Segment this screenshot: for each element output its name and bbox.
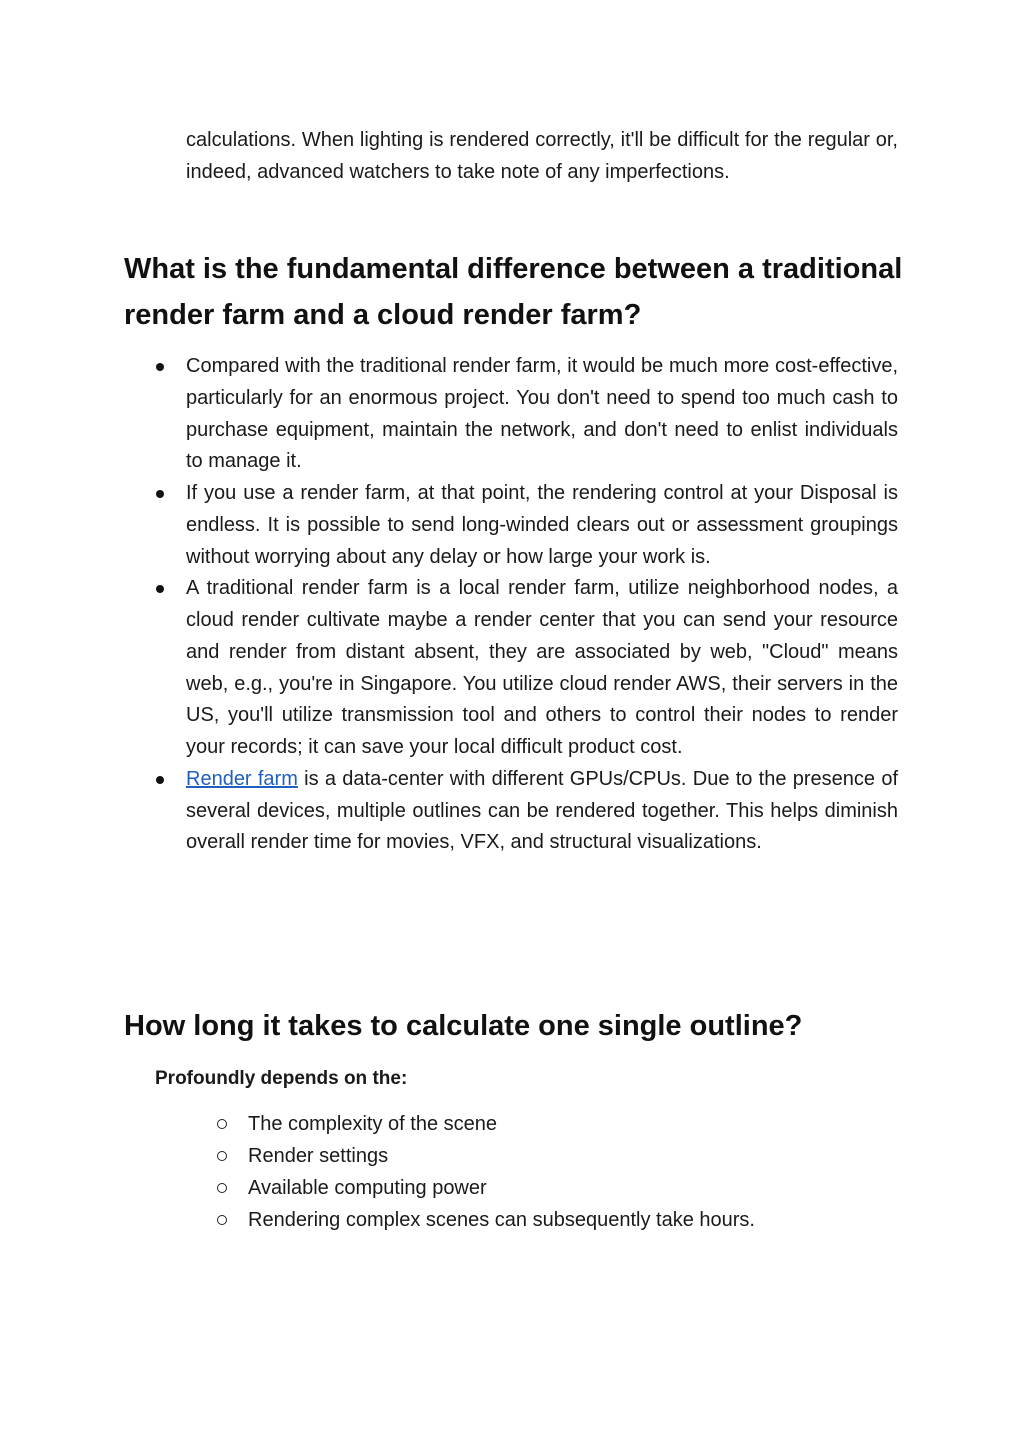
bullet-text: is a data-center with different GPUs/CPUs. Due to the presence of several devices, multiple outlines can be rendered together. This helps diminish overall render time for movies, VFX, and structural visualizations. xyxy=(186,767,899,854)
subheading-depends: Profoundly depends on the: xyxy=(155,1068,408,1089)
bullet-text: If you use a render farm, at that point, the rendering control at your Disposal is endless. It is possible to send long-winded clears out or assessment groupings without worrying about any delay or how large your work is. xyxy=(186,482,898,568)
factor-text: Render settings xyxy=(248,1145,389,1167)
factor-text: Rendering complex scenes can subsequently take hours. xyxy=(248,1209,755,1231)
bullet-text: Compared with the traditional render farm, it would be much more cost-effective, particularly for an enormous project. You don't need to spend too much cash to purchase equipment, maintain the network, and don't need to enlist individuals to manage it. xyxy=(186,355,898,473)
bullet-text: A traditional render farm is a local render farm, utilize neighborhood nodes, a cloud render cultivate maybe a render center that you can send your resource and render from distant absent, they are associated by web, "Cloud" means web, e.g., you're in Singapore. You utilize cloud render AWS, their servers in the US, you'll utilize transmission tool and others to control their nodes to render your records; it can save your local difficult product cost. xyxy=(186,577,898,758)
section-heading-outline-time: How long it takes to calculate one single outline? xyxy=(124,1010,803,1042)
section-heading-difference: What is the fundamental difference between a traditional render farm and a cloud render farm? xyxy=(124,253,903,331)
bullet-dot-icon xyxy=(156,585,164,593)
factor-item xyxy=(248,1140,888,1172)
factor-item xyxy=(248,1108,888,1140)
bullet-item xyxy=(186,351,898,478)
intro-paragraph: calculations. When lighting is rendered correctly, it'll be difficult for the regular or, indeed, advanced watchers to take note of any imperfections. xyxy=(186,129,898,183)
factor-text: Available computing power xyxy=(248,1177,487,1199)
circle-bullet-icon xyxy=(217,1119,227,1129)
bullet-dot-icon xyxy=(156,490,164,498)
bullet-item xyxy=(186,573,898,764)
bullet-item xyxy=(186,478,898,573)
factors-list xyxy=(248,1108,888,1236)
render-farm-link[interactable]: Render farm xyxy=(186,767,298,790)
circle-bullet-icon xyxy=(217,1151,227,1161)
bullet-dot-icon xyxy=(156,363,164,371)
factor-item xyxy=(248,1204,888,1236)
factor-item xyxy=(248,1172,888,1204)
bullet-dot-icon xyxy=(156,776,164,784)
circle-bullet-icon xyxy=(217,1183,227,1193)
difference-bullet-list xyxy=(186,351,898,859)
circle-bullet-icon xyxy=(217,1215,227,1225)
factor-text: The complexity of the scene xyxy=(248,1113,498,1135)
bullet-item xyxy=(186,764,898,859)
